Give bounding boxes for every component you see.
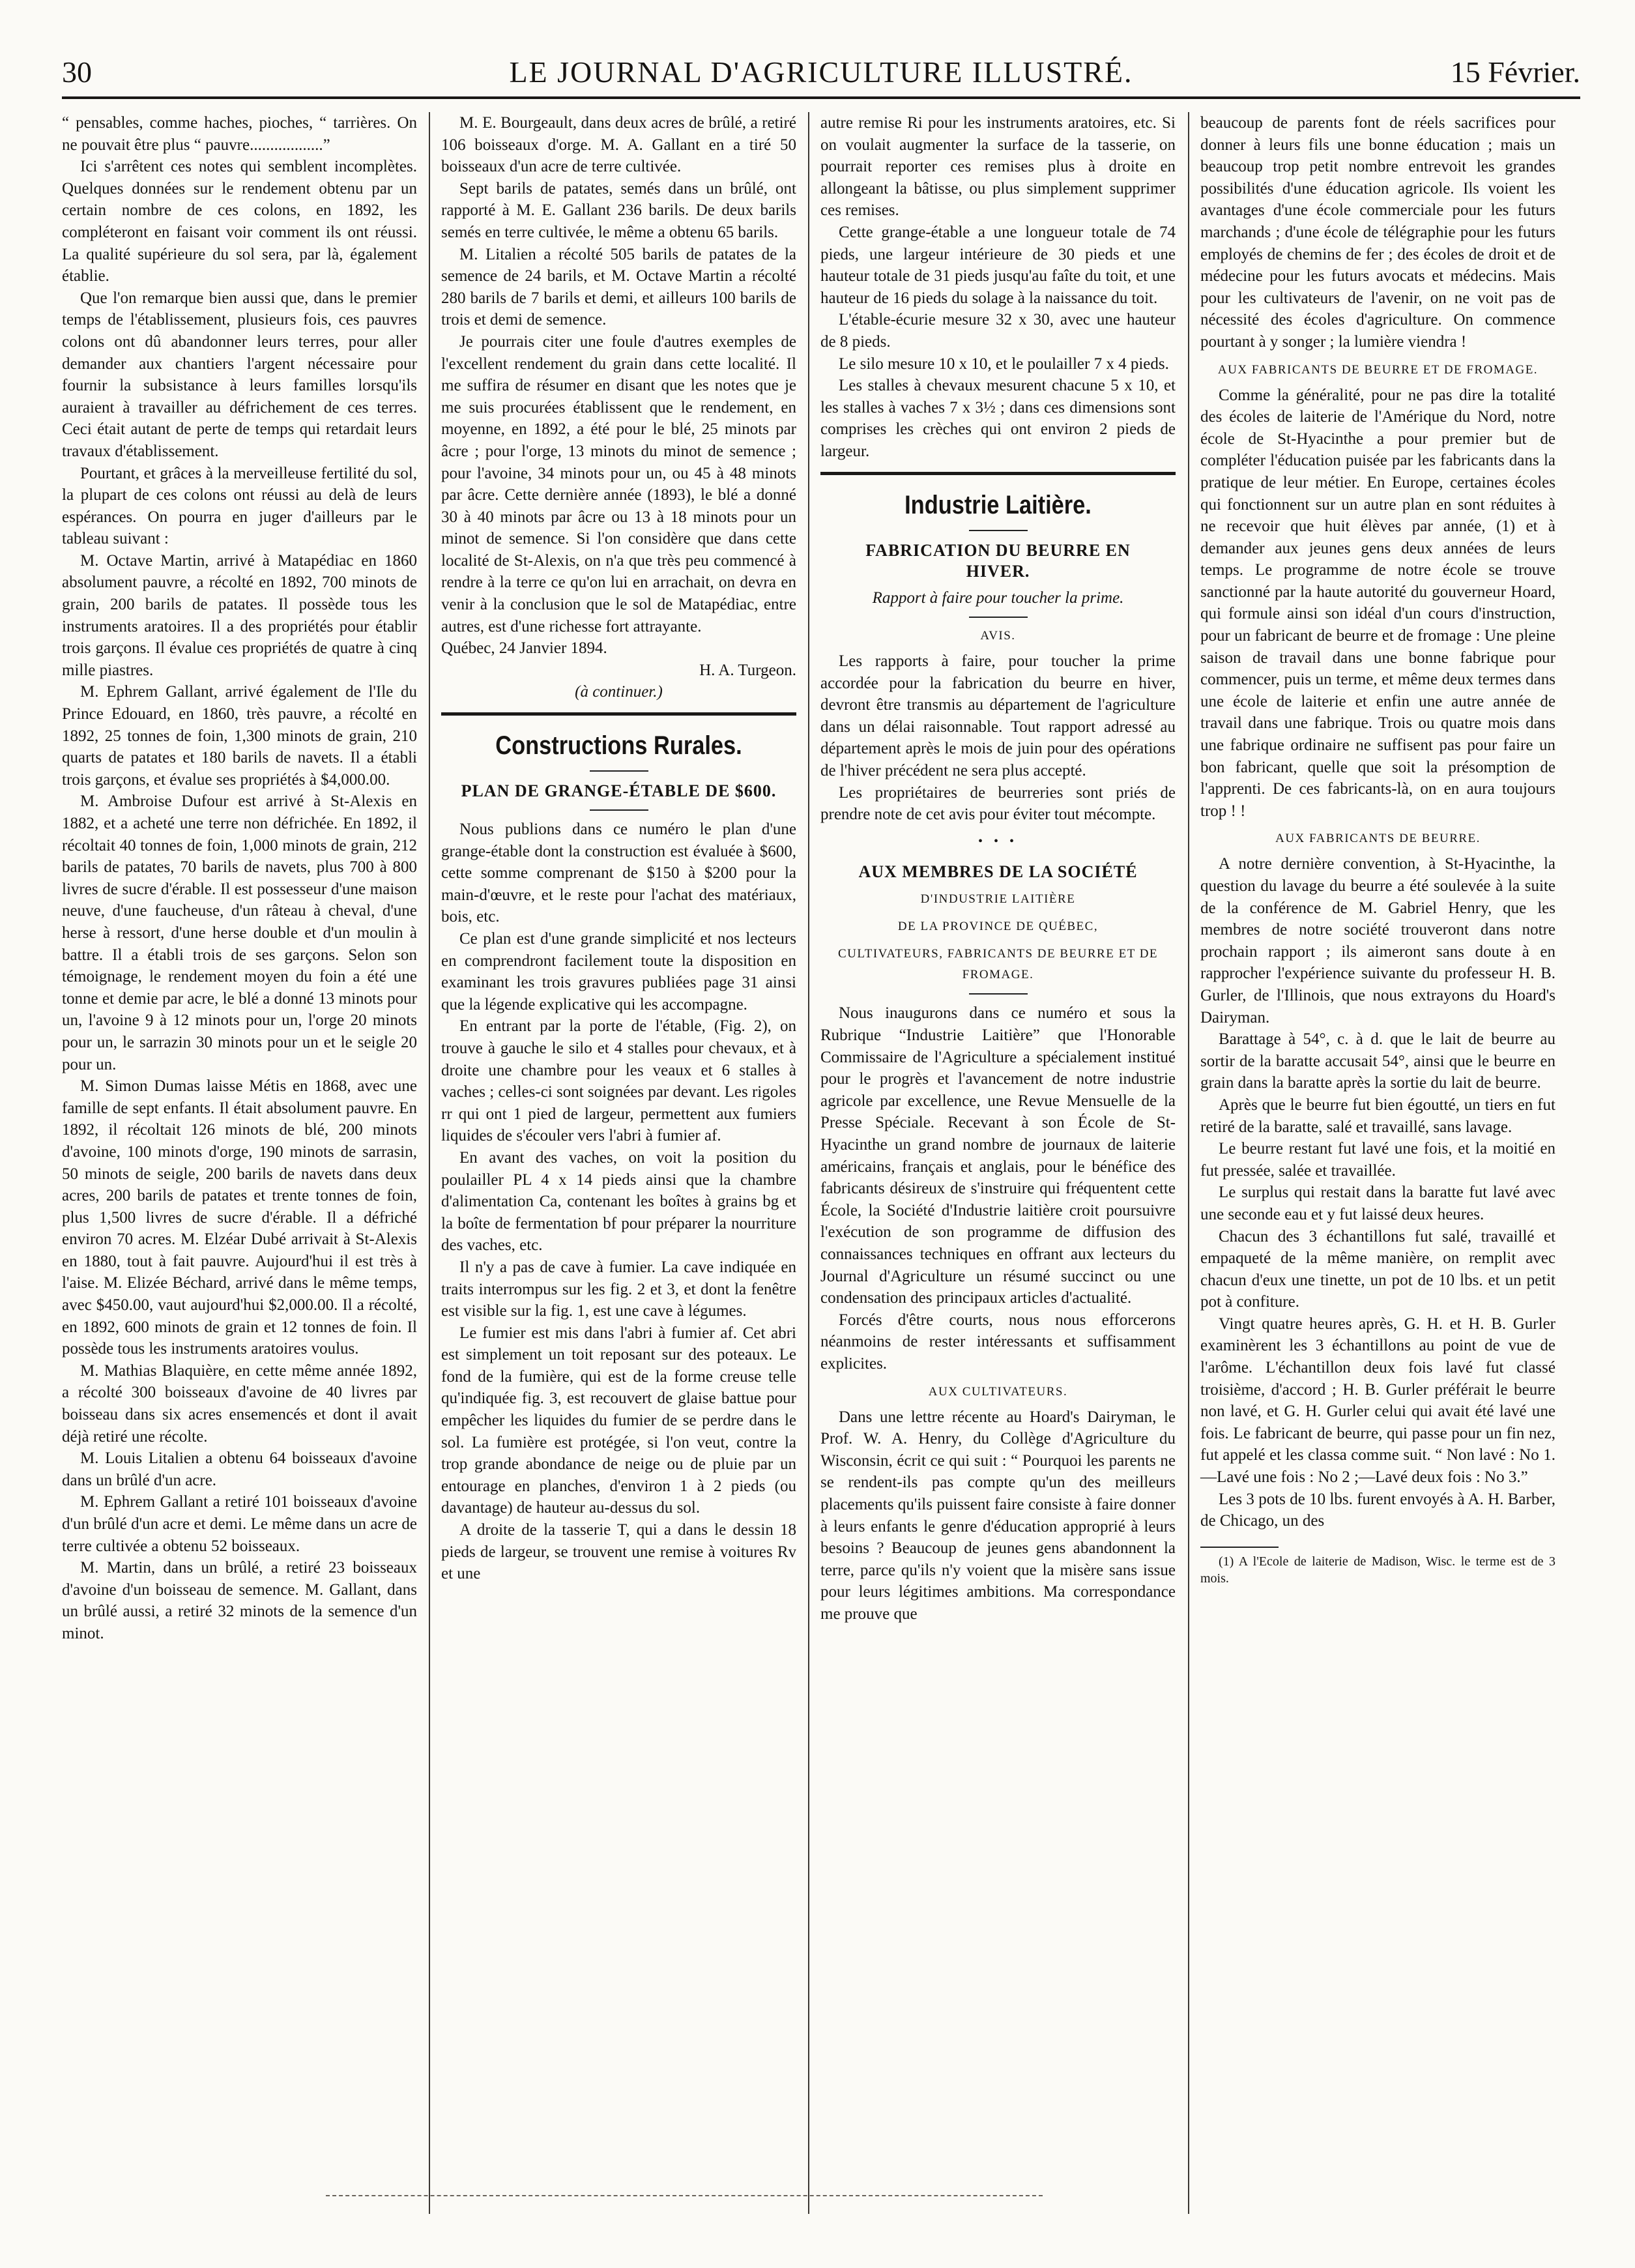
page-bottom-rule xyxy=(326,2195,1043,2196)
issue-date: 15 Février. xyxy=(1450,55,1580,89)
members-heading: AUX MEMBRES DE LA SOCIÉTÉ xyxy=(858,862,1138,882)
paragraph: M. E. Bourgeault, dans deux acres de brûlé, a retiré 106 boisseaux d'orge. M. A. Gallant en a tiré 50 boisseaux d'un acre de terre cultivée. xyxy=(441,114,796,176)
divider xyxy=(590,809,648,811)
paragraph: M. Simon Dumas laisse Métis en 1868, avec une famille de sept enfants. Il était absolument pauvre. En 1892, il récoltait 126 minots de blé, 200 minots d'avoine, 100 minots d'orge, 190 minots de sarrasin, 50 minots de seigle, 200 barils de navets dans deux acres, 200 barils de patates et trente tonnes de foin, plus 1,500 livres de sucre d'érable. Il a défriché environ 70 acres. M. Elzéar Dubé arrivait à St-Alexis en 1880, tout à fait pauvre. Aujourd'hui il est très à l'aise. M. Elizée Béchard, arrivé dans le même temps, avec $450.00, vaut aujourd'hui $2,000.00. Il a récolté, en 1892, 600 minots de grain et 12 tonnes de foin. Il possède tous les instruments aratoires voulus. xyxy=(62,1077,417,1358)
paragraph: Ici s'arrêtent ces notes qui semblent incomplètes. Quelques données sur le rendement obtenu par un certain nombre de ces colons, en 1892, les compléteront en faisant voir comment ils ont réussi. La qualité supérieure du sol sera, par là, également établie. xyxy=(62,158,417,285)
divider xyxy=(969,617,1028,618)
paragraph: Le beurre restant fut lavé une fois, et la moitié en fut pressée, salée et travaillée. xyxy=(1200,1140,1555,1180)
farmers-heading: AUX CULTIVATEURS. xyxy=(928,1384,1068,1399)
paragraph: A droite de la tasserie T, qui a dans le dessin 18 pieds de largeur, se trouvent une remise à voitures Rv et une xyxy=(441,1521,796,1583)
paragraph: Les 3 pots de 10 lbs. furent envoyés à A. H. Barber, de Chicago, un des xyxy=(1200,1490,1555,1530)
paragraph: Ce plan est d'une grande simplicité et nos lecteurs en comprendront facilement toute la disposition en examinant les trois gravures publiées page 31 ainsi que la légende explicative qui les accompagne. xyxy=(441,930,796,1013)
paragraph: Vingt quatre heures après, G. H. et H. B. Gurler examinèrent les 3 échantillons au point de vue de l'arôme. L'échantillon deux fois lavé fut classé troisième, d'accord ; H. B. Gurler préférait le beurre non lavé, et G. H. Gurler celui qui avait été lavé une fois. Le fabricant de beurre, qui passe pour un fin nez, fut appelé et les classa comme suit. “ Non lavé : No 1.—Lavé une fois : No 2 ;—Lavé deux fois : No 3.” xyxy=(1200,1315,1555,1487)
paragraph: M. Mathias Blaquière, en cette même année 1892, a récolté 300 boisseaux d'avoine de 40 livres par boisseau dans six acres ensemencés et dont il avait déjà retiré une récolte. xyxy=(62,1361,417,1446)
paragraph: Comme la généralité, pour ne pas dire la totalité des écoles de laiterie de l'Amérique du Nord, notre école de St-Hyacinthe a pour premier but de compléter l'éducation puisée par les fabricants dans la pratique de leur métier. En Europe, certaines écoles qui fonctionnent sur un autre plan en sont réduites à ne recevoir que huit élèves par année, (1) et à demander aux jeunes gens deux années de leurs temps. Le programme de notre école se trouve sanctionné par la haute autorité du gouverneur Hoard, qui formule ainsi son idéal d'un cours d'instruction, pour un fabricant de beurre et de fromage : Une pleine saison de travail dans une bonne fabrique pour commencer, puis un terme, et même deux termes dans une école de laiterie et enfin une autre année de travail dans une fabrique. Trois ou quatre mois dans une fabrique ordinaire ne suffisent pas pour faire un bon fabricant, quelle que soit la présomption de l'apprenti. De ces fabricants-là, on en aura toujours trop ! ! xyxy=(1200,386,1555,820)
paragraph: Cette grange-étable a une longueur totale de 74 pieds, une largeur intérieure de 30 pieds et une hauteur totale de 31 pieds jusqu'au faîte du toit, et une hauteur de 16 pieds du solage à la naissance du toit. xyxy=(820,223,1176,307)
divider xyxy=(969,530,1028,531)
article-subtitle: Rapport à faire pour toucher la prime. xyxy=(872,589,1124,607)
section-divider xyxy=(441,712,796,716)
paragraph: M. Litalien a récolté 505 barils de patates de la semence de 24 barils, et M. Octave Martin a récolté 280 barils de 7 barils et demi, et ailleurs 100 barils de trois et demi de semence. xyxy=(441,245,796,329)
paragraph: beaucoup de parents font de réels sacrifices pour donner à leurs fils une bonne éducation ; mais un beaucoup trop petit nombre entrevoit les grandes possibilités d'une éducation agricole. Ils voient les avantages d'une école commerciale pour les futurs marchands ; d'une école de télégraphie pour les futurs employés de chemins de fer ; des écoles de droit et de médecine pour les futurs avocats et médecins. Mais pour les cultivateurs de l'avenir, on ne voit pas de nécessité des écoles d'agriculture. On commence pourtant à y songer ; la lumière viendra ! xyxy=(1200,114,1555,351)
paragraph: Il n'y a pas de cave à fumier. La cave indiquée en traits interrompus sur les fig. 2 et 3, et dont la fenêtre est visible sur la fig. 1, est une cave à légumes. xyxy=(441,1258,796,1320)
dateline: Québec, 24 Janvier 1894. xyxy=(441,639,607,658)
paragraph: Barattage à 54°, c. à d. que le lait de beurre au sortir de la baratte accusait 54°, ainsi que le beurre en grain dans la baratte après la sortie du lait de beurre. xyxy=(1200,1030,1555,1092)
butter-makers-heading: AUX FABRICANTS DE BEURRE. xyxy=(1275,832,1481,846)
paragraph: En entrant par la porte de l'étable, (Fig. 2), on trouve à gauche le silo et 4 stalles pour chevaux, et à droite une chambre pour les veaux et 6 stalles à vaches ; celles-ci sont soignées par devant. Les rigoles rr qui ont 1 pied de largeur, permettent aux fumiers liquides de s'écouler vers l'abri à fumier af. xyxy=(441,1017,796,1145)
column-1 xyxy=(62,112,417,1645)
paragraph: M. Louis Litalien a obtenu 64 boisseaux d'avoine dans un brûlé d'un acre. xyxy=(62,1449,417,1489)
paragraph: Après que le beurre fut bien égoutté, un tiers en fut retiré de la baratte, salé et travaillé, sans lavage. xyxy=(1200,1096,1555,1136)
paragraph: Le surplus qui restait dans la baratte fut lavé avec une seconde eau et y fut laissé deux heures. xyxy=(1200,1184,1555,1223)
paragraph: A notre dernière convention, à St-Hyacinthe, la question du lavage du beurre a été soulevée à la suite de la conférence de M. Gabriel Henry, que les membres de notre société trouveront dans notre prochain rapport ; ils aimeront sans doute à en rapprocher l'expérience suivante du professeur H. B. Gurler, de l'Illinois, que nous extrayons du Hoard's Dairyman. xyxy=(1200,855,1555,1026)
paragraph: “ pensables, comme haches, pioches, “ tarrières. On ne pouvait être plus “ pauvre..................” xyxy=(62,114,417,154)
paragraph: En avant des vaches, on voit la position du poulailler PL 4 x 14 pieds ainsi que la chambre d'alimentation Ca, contenant les boîtes à grains bg et la boîte de fermentation bf pour préparer la nourriture des vaches, etc. xyxy=(441,1148,796,1255)
column-rule xyxy=(808,112,809,2214)
paragraph: Pourtant, et grâces à la merveilleuse fertilité du sol, la plupart de ces colons ont réussi au delà de leurs espérances. On pourra en juger d'ailleurs par le tableau suivant : xyxy=(62,464,417,548)
members-subheading: DE LA PROVINCE DE QUÉBEC, xyxy=(897,920,1099,934)
section-title-industrie: Industrie Laitière. xyxy=(904,490,1092,519)
members-subheading: CULTIVATEURS, FABRICANTS DE BEURRE ET DE FROMAGE. xyxy=(837,947,1159,982)
author-signature: H. A. Turgeon. xyxy=(699,661,796,679)
paragraph: Les rapports à faire, pour toucher la prime accordée pour la fabrication du beurre en hiver, devront être transmis au département de l'agriculture dans un délai raisonnable. Tout rapport adressé au département après le mois de juin pour des opérations de l'hiver précédent ne sera plus accepté. xyxy=(820,652,1176,780)
paragraph: Que l'on remarque bien aussi que, dans le premier temps de l'établissement, plusieurs fois, ces pauvres colons ont dû abandonner leurs terres, pour aller demander aux chantiers l'argent nécessaire pour fournir la subsistance à leurs familles lorsqu'ils auraient à travailler au défrichement de ces terres. Ceci était autant de perte de temps qui retardait leurs travaux d'établissement. xyxy=(62,289,417,460)
paragraph: Chacun des 3 échantillons fut salé, travaillé et empaqueté de la même manière, on remplit avec chacun d'eux une tinette, un pot de 10 lbs. et un petit pot à confiture. xyxy=(1200,1227,1555,1311)
notice-heading: AVIS. xyxy=(980,629,1016,643)
divider xyxy=(590,770,648,772)
paragraph: L'étable-écurie mesure 32 x 30, avec une hauteur de 8 pieds. xyxy=(820,311,1176,351)
newspaper-page xyxy=(62,39,1580,2229)
makers-heading: AUX FABRICANTS DE BEURRE ET DE FROMAGE. xyxy=(1217,362,1539,377)
column-4 xyxy=(1200,112,1555,1587)
footnote-rule xyxy=(1200,1547,1279,1548)
paragraph: Les propriétaires de beurreries sont priés de prendre note de cet avis pour éviter tout mécompte. xyxy=(820,783,1176,824)
paragraph: Nous inaugurons dans ce numéro et sous la Rubrique “Industrie Laitière” que l'Honorable Commissaire de l'Agriculture a spécialement institué pour le progrès et l'avancement de notre industrie agricole par excellence, une Revue Mensuelle de la Presse Spéciale. Recevant à son École de St-Hyacinthe un grand nombre de journaux de laiterie américains, français et anglais, pour le bénéfice des fabricants désireux de s'instruire qui fréquentent cette École, la Société d'Industrie laitière croit poursuivre l'exécution de son programme de diffusion des connaissances techniques en offrant aux lecteurs du Journal d'Agriculture un résumé succinct ou une condensation des principaux articles d'actualité. xyxy=(820,1004,1176,1307)
paragraph: Dans une lettre récente au Hoard's Dairyman, le Prof. W. A. Henry, du Collège d'Agriculture du Wisconsin, écrit ce qui suit : “ Pourquoi les parents ne se rendent-ils pas compte qu'un des meilleurs placements qu'ils puissent faire consiste à faire donner à leurs enfants le genre d'éducation approprié à leurs besoins ? Beaucoup de jeunes gens abandonnent la terre, parce qu'ils n'y voient que la misère sans issue pour leurs légitimes ambitions. Ma correspondance me prouve que xyxy=(820,1408,1176,1623)
column-2 xyxy=(441,112,796,1585)
paragraph: autre remise Ri pour les instruments aratoires, etc. Si on voulait augmenter la surface de la tasserie, on pourrait reporter ces remises plus à droite en allongeant la bâtisse, ou plus simplement supprimer ces remises. xyxy=(820,114,1176,220)
paragraph: Nous publions dans ce numéro le plan d'une grange-étable dont la construction est évaluée à $600, cette somme comprenant de $150 à $200 pour la main-d'œuvre, et le reste pour l'achat des matériaux, bois, etc. xyxy=(441,821,796,926)
members-subheading: D'INDUSTRIE LAITIÈRE xyxy=(920,892,1076,907)
paragraph: Forcés d'être courts, nous nous efforcerons néanmoins de rester intéressants et suffisamment explicites. xyxy=(820,1311,1176,1373)
ornament: • • • xyxy=(977,834,1018,849)
column-rule xyxy=(1188,112,1189,2214)
paragraph: M. Ephrem Gallant a retiré 101 boisseaux d'avoine d'un brûlé d'un acre et demi. Le même dans un acre de terre cultivée a obtenu 52 boisseaux. xyxy=(62,1493,417,1555)
footnote: (1) A l'Ecole de laiterie de Madison, Wisc. le terme est de 3 mois. xyxy=(1200,1554,1555,1586)
paragraph: M. Ephrem Gallant, arrivé également de l'Ile du Prince Edouard, en 1860, très pauvre, a récolté en 1892, 25 tonnes de foin, 1,300 minots de grain, 210 quarts de patates et 180 barils de navets. Il a établi trois garçons, et évalue ses propriétés à $4,000.00. xyxy=(62,683,417,789)
article-heading: FABRICATION DU BEURRE EN HIVER. xyxy=(865,540,1131,581)
paragraph: Sept barils de patates, semés dans un brûlé, ont rapporté à M. E. Gallant 236 barils. De deux barils semés en terre cultivée, le même a obtenu 65 barils. xyxy=(441,179,796,241)
section-divider xyxy=(820,472,1176,475)
paragraph: Le silo mesure 10 x 10, et le poulailler 7 x 4 pieds. xyxy=(839,355,1169,373)
article-heading: PLAN DE GRANGE-ÉTABLE DE $600. xyxy=(461,781,777,801)
paragraph: Je pourrais citer une foule d'autres exemples de l'excellent rendement du grain dans cette localité. Il me suffira de résumer en disant que les notes que je me suis procurées établissent que le rendement, en moyenne, en 1892, a été pour le blé, 25 minots par âcre ; pour l'orge, 13 minots du minot de semence ; pour l'avoine, 34 minots pour un, ou 45 à 48 minots par âcre. Cette dernière année (1893), le blé a donné 30 à 40 minots par âcre ou 13 à 18 minots pour un minot de semence. Si l'on considère que dans cette localité de St-Alexis, on n'a que très peu commencé à rendre à la terre ce qu'on lui en arrachait, on devra en venir à la conclusion que le sol de Matapédiac, entre autres, est d'une richesse fort attrayante. xyxy=(441,332,796,635)
paragraph: Les stalles à chevaux mesurent chacune 5 x 10, et les stalles à vaches 7 x 3½ ; dans ces dimensions sont comprises les crèches qui ont environ 2 pieds de largeur. xyxy=(820,377,1176,460)
continued-note: (à continuer.) xyxy=(575,683,663,701)
running-head xyxy=(62,51,1580,99)
column-rule xyxy=(429,112,430,2214)
paragraph: Le fumier est mis dans l'abri à fumier af. Cet abri est simplement un toit reposant sur des poteaux. Le fond de la fumière, qui est de la forme creuse telle qu'indiquée fig. 3, est recouvert de glaise battue pour empêcher les liquides du fumier de se perdre dans le sol. La fumière est protégée, si l'on veut, contre la trop grande abondance de neige ou de pluie par un entourage en planches, d'environ 1 à 2 pieds (ou davantage) de hauteur au-dessus du sol. xyxy=(441,1324,796,1517)
paragraph: M. Martin, dans un brûlé, a retiré 23 boisseaux d'avoine d'un boisseau de semence. M. Gallant, dans un brûlé aussi, a retiré 32 minots de la semence d'un minot. xyxy=(62,1559,417,1642)
section-title-constructions: Constructions Rurales. xyxy=(495,731,742,761)
page-number: 30 xyxy=(62,55,92,89)
paragraph: M. Ambroise Dufour est arrivé à St-Alexis en 1882, et a acheté une terre non défrichée. En 1892, il récoltait 40 tonnes de foin, 1,000 minots de grain, 212 barils de patates, 70 barils de navets, plus 700 à 800 livres de sucre d'érable. Il est possesseur d'une maison neuve, d'une faucheuse, d'un râteau à cheval, d'une herse à ressort, d'une herse double et d'un moulin à battre. Il a établi trois de ses garçons. Selon son témoignage, le rendement moyen du foin a été une tonne et demie par acre, le blé a donné 13 minots pour un, l'avoine 9 à 12 minots pour un, l'orge 20 minots pour un, le sarrazin 30 minots pour un et le seigle 20 pour un. xyxy=(62,792,417,1073)
divider xyxy=(969,993,1028,995)
journal-title: LE JOURNAL D'AGRICULTURE ILLUSTRÉ. xyxy=(509,55,1133,89)
column-3 xyxy=(820,112,1176,1625)
paragraph: M. Octave Martin, arrivé à Matapédiac en 1860 absolument pauvre, a récolté en 1892, 700 minots de grain, 200 barils de patates. Il possède tous les instruments aratoires. Il a des propriétés pour établir trois garçons. Il évalue ces propriétés de quatre à cinq mille piastres. xyxy=(62,551,417,679)
